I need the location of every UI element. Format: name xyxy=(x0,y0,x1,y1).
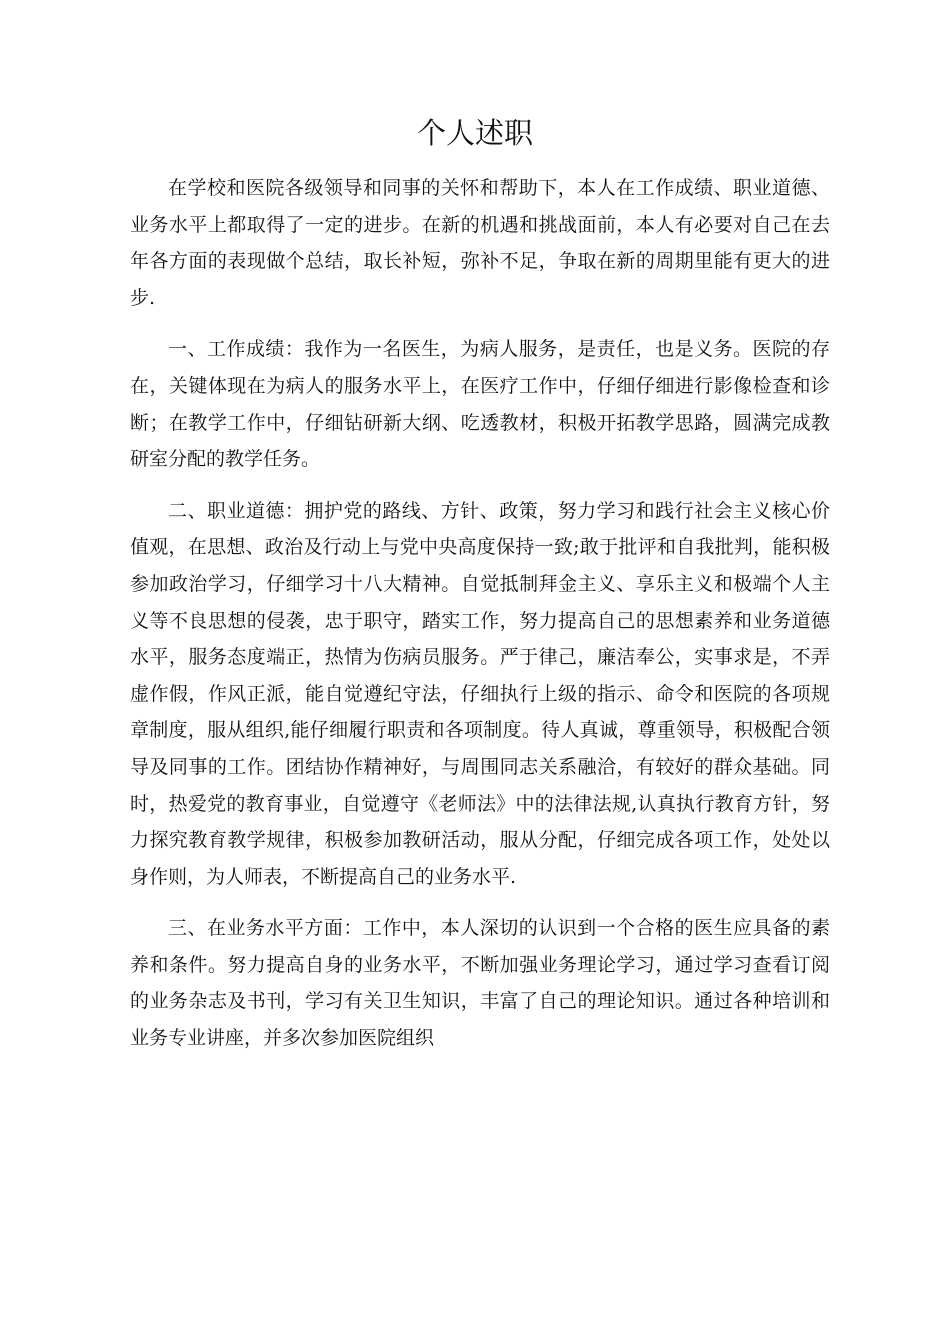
document-body xyxy=(130,170,830,1072)
paragraph-work-results: 一、工作成绩：我作为一名医生，为病人服务，是责任，也是义务。医院的存在，关键体现在为病人的服务水平上，在医疗工作中，仔细仔细进行影像检查和诊断；在教学工作中，仔细钻研新大纲、吃透教材，积极开拓教学思路，圆满完成教研室分配的教学任务。 xyxy=(130,338,830,471)
paragraph-professional-level: 三、在业务水平方面：工作中，本人深切的认识到一个合格的医生应具备的素养和条件。努力提高自身的业务水平，不断加强业务理论学习，通过学习查看订阅的业务杂志及书刊，学习有关卫生知识，丰富了自己的理论知识。通过各种培训和业务专业讲座，并多次参加医院组织 xyxy=(130,917,830,1050)
document-title: 个人述职 xyxy=(416,116,533,150)
paragraph-intro: 在学校和医院各级领导和同事的关怀和帮助下，本人在工作成绩、职业道德、业务水平上都取得了一定的进步。在新的机遇和挑战面前，本人有必要对自己在去年各方面的表现做个总结，取长补短，弥补不足，争取在新的周期里能有更大的进步. xyxy=(130,177,830,309)
paragraph-professional-ethics: 二、职业道德：拥护党的路线、方针、政策，努力学习和践行社会主义核心价值观，在思想、政治及行动上与党中央高度保持一致;敢于批评和自我批判，能积极参加政治学习，仔细学习十八大精神。自觉抵制拜金主义、享乐主义和极端个人主义等不良思想的侵袭，忠于职守，踏实工作，努力提高自己的思想素养和业务道德水平，服务态度端正，热情为伤病员服务。严于律己，廉洁奉公，实事求是，不弄虚作假，作风正派，能自觉遵纪守法，仔细执行上级的指示、命令和医院的各项规章制度，服从组织,能仔细履行职责和各项制度。待人真诚，尊重领导，积极配合领导及同事的工作。团结协作精神好，与周围同志关系融洽，有较好的群众基础。同时，热爱党的教育事业，自觉遵守《老师法》中的法律法规,认真执行教育方针，努力探究教育教学规律，积极参加教研活动，服从分配，仔细完成各项工作，处处以身作则，为人师表，不断提高自己的业务水平. xyxy=(130,499,830,888)
